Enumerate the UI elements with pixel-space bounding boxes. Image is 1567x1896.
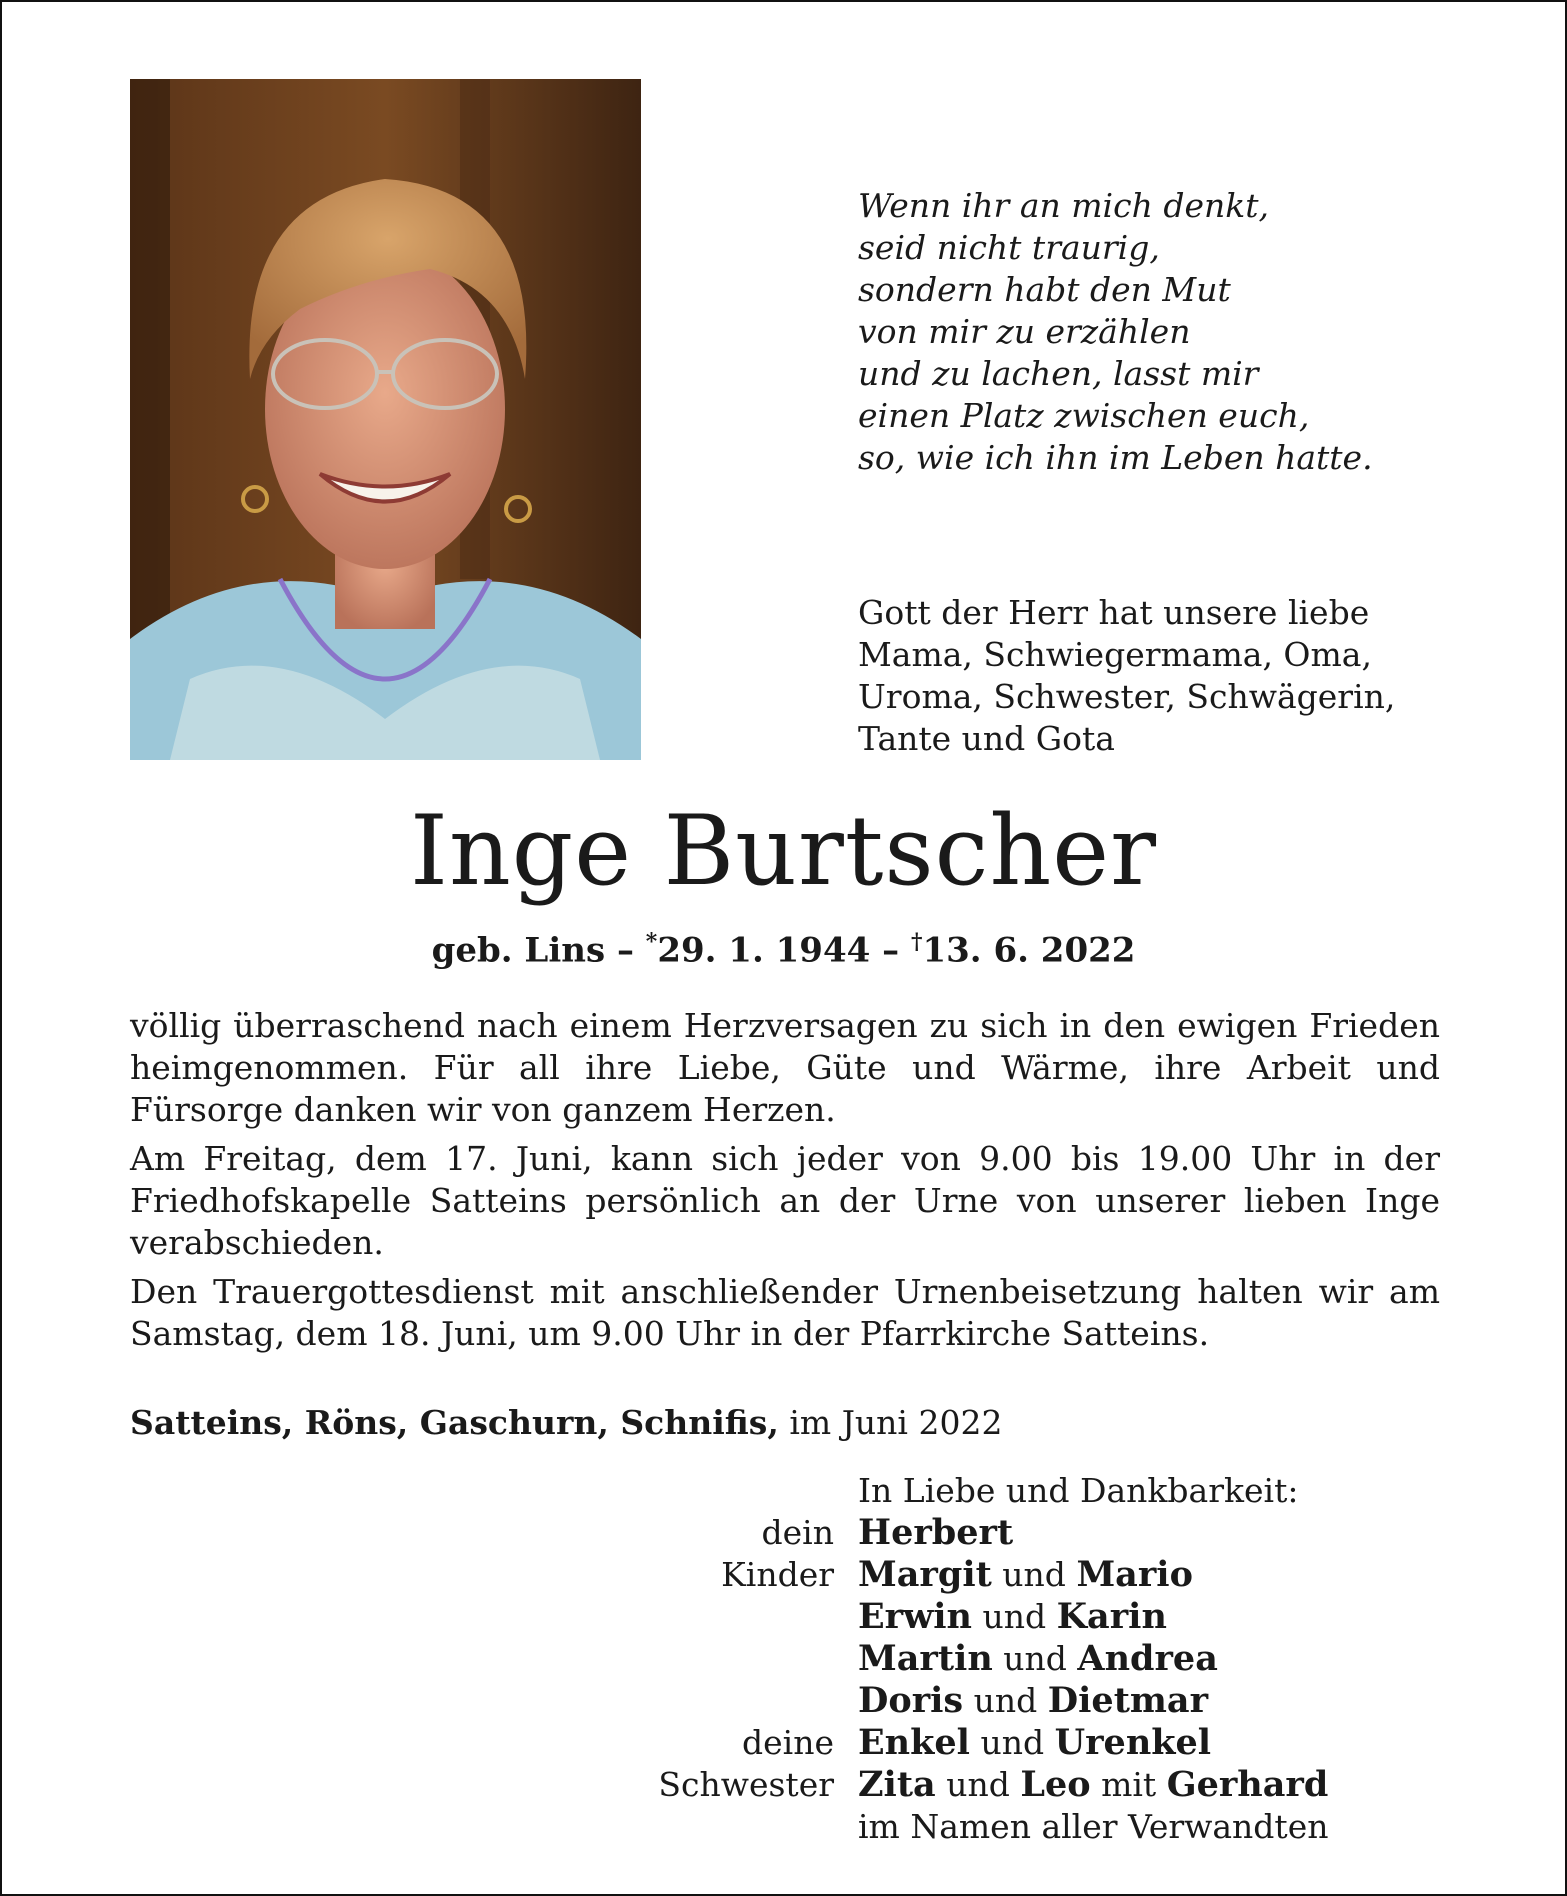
family-names	[858, 1680, 1208, 1722]
family-names	[858, 1554, 1193, 1596]
family-name: Erwin	[858, 1596, 972, 1637]
family-name: Doris	[858, 1680, 964, 1721]
family-name: Dietmar	[1047, 1680, 1209, 1721]
family-name: Gerhard	[1166, 1764, 1329, 1805]
death-date: 13. 6. 2022	[922, 930, 1136, 971]
poem-line: von mir zu erzählen	[858, 312, 1191, 351]
family-name: Zita	[858, 1764, 936, 1805]
conjunction: und	[973, 1681, 1038, 1720]
family-names	[858, 1722, 1211, 1764]
thanks-line: In Liebe und Dankbarkeit:	[858, 1471, 1299, 1510]
paragraph: völlig überraschend nach einem Herzversagen zu sich in den ewigen Frieden heimgenommen. Für all ihre Liebe, Güte und Wärme, ihre Arbeit und Fürsorge danken wir von ganzem Herzen.	[130, 1006, 1440, 1129]
intro-line: Gott der Herr hat unsere liebe	[858, 593, 1370, 632]
intro-line: Mama, Schwiegermama, Oma,	[858, 635, 1372, 674]
maiden-name: geb. Lins	[431, 930, 606, 971]
place-towns: Satteins, Röns, Gaschurn, Schnifis,	[130, 1403, 779, 1442]
poem-line: einen Platz zwischen euch,	[858, 396, 1310, 435]
family-relation: dein	[761, 1513, 834, 1552]
family-row	[0, 1638, 1567, 1680]
life-dates	[0, 920, 1567, 972]
birth-symbol: *	[645, 929, 658, 955]
conjunction: und	[946, 1765, 1010, 1804]
paragraph: Den Trauergottesdienst mit anschließender Urnenbeisetzung halten wir am Samstag, dem 18. Juni, um 9.00 Uhr in der Pfarrkirche Satteins.	[130, 1272, 1440, 1353]
intro-line: Uroma, Schwester, Schwägerin,	[858, 677, 1396, 716]
family-name: Leo	[1020, 1764, 1091, 1805]
family-list	[0, 1512, 1567, 1848]
place-date: im Juni 2022	[789, 1403, 1003, 1442]
poem-line: seid nicht traurig,	[858, 228, 1160, 267]
conjunction: mit	[1101, 1765, 1157, 1804]
poem-line: Wenn ihr an mich denkt,	[858, 186, 1269, 225]
family-relation: Kinder	[721, 1555, 834, 1594]
family-row	[0, 1596, 1567, 1638]
family-row	[0, 1764, 1567, 1806]
family-relation: deine	[742, 1723, 834, 1762]
family-names	[858, 1596, 1167, 1638]
paragraph: Am Freitag, dem 17. Juni, kann sich jeder von 9.00 bis 19.00 Uhr in der Friedhofskapelle Satteins persönlich an der Urne von unserer lieben Inge verabschieden.	[130, 1139, 1440, 1262]
family-relation: Schwester	[658, 1765, 834, 1804]
portrait-photo	[130, 79, 641, 760]
conjunction: und	[980, 1723, 1045, 1762]
deceased-name: Inge Burtscher	[410, 795, 1157, 907]
separator: –	[616, 930, 634, 971]
family-row	[0, 1554, 1567, 1596]
conjunction: und	[982, 1597, 1047, 1636]
family-name: Herbert	[858, 1512, 1014, 1553]
family-row	[0, 1806, 1567, 1848]
family-row	[0, 1512, 1567, 1554]
death-symbol: †	[910, 929, 923, 955]
family-name: Margit	[858, 1554, 992, 1595]
family-name: Urenkel	[1054, 1722, 1212, 1763]
family-name: Andrea	[1077, 1638, 1218, 1679]
family-names	[858, 1764, 1328, 1806]
conjunction: und	[1003, 1639, 1067, 1678]
conjunction: und	[1002, 1555, 1066, 1594]
family-closing: im Namen aller Verwandten	[858, 1807, 1329, 1846]
family-name: Enkel	[858, 1722, 970, 1763]
notice-body	[130, 1005, 1440, 1362]
intro-line: Tante und Gota	[858, 719, 1115, 758]
poem-line: sondern habt den Mut	[858, 270, 1231, 309]
family-names	[858, 1512, 1013, 1554]
family-names	[858, 1638, 1218, 1680]
family-name: Martin	[858, 1638, 993, 1679]
place-and-date	[130, 1402, 1130, 1444]
poem-line: und zu lachen, lasst mir	[858, 354, 1259, 393]
intro-text	[858, 592, 1438, 760]
family-name: Karin	[1056, 1596, 1167, 1637]
family-name: Mario	[1076, 1554, 1193, 1595]
poem-line: so, wie ich ihn im Leben hatte.	[858, 438, 1373, 477]
separator: –	[882, 930, 900, 971]
family-row	[0, 1680, 1567, 1722]
birth-date: 29. 1. 1944	[657, 930, 871, 971]
family-row	[0, 1722, 1567, 1764]
poem	[858, 185, 1498, 479]
portrait-image	[130, 79, 641, 760]
